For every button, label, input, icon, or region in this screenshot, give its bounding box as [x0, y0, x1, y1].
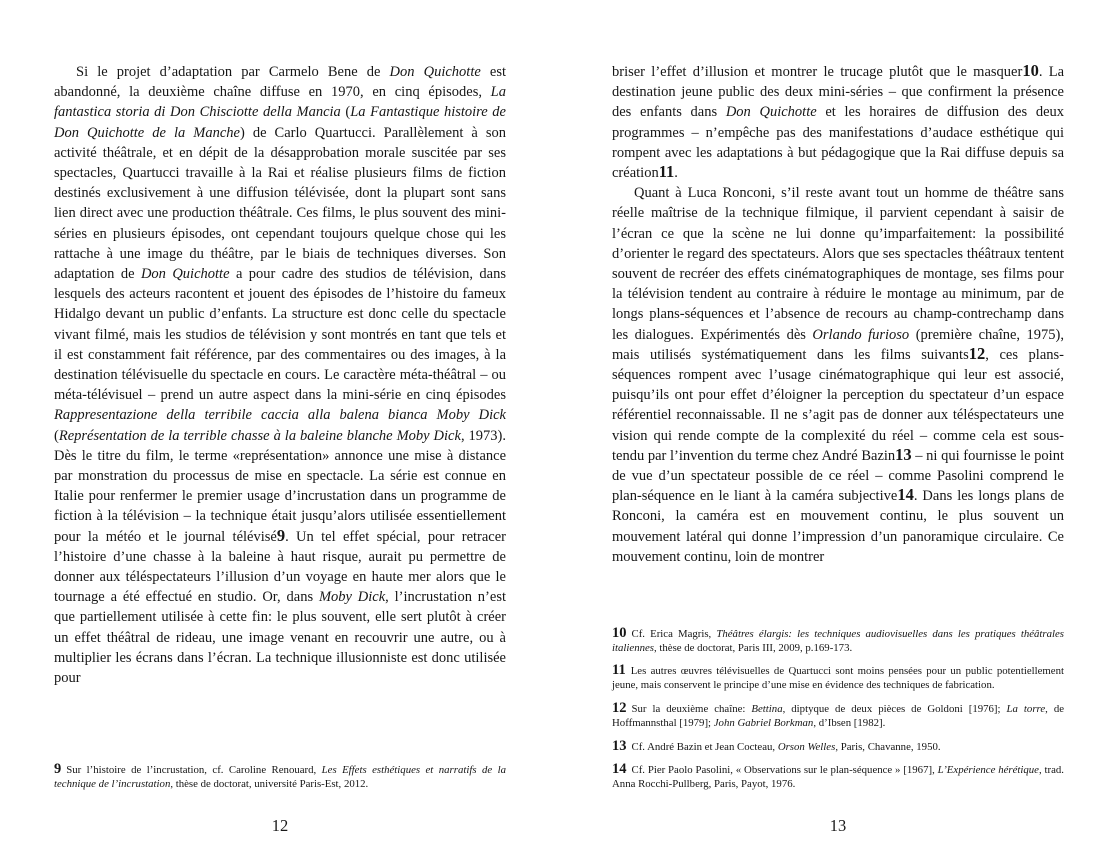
- footnote-number: 14: [612, 761, 627, 778]
- text-run: Cf. Erica Magris,: [631, 627, 717, 640]
- text-run: – ni qui fournisse le point de vue d’un spectateur possible de ce réel – comme Pasolini comprend le plan-séquence en le liant à la caméra subjective: [612, 447, 1064, 505]
- text-run: Cf. André Bazin et Jean Cocteau,: [631, 740, 778, 753]
- footnote-ref: 14: [897, 485, 914, 505]
- text-run: Sur la deuxième chaîne:: [631, 703, 752, 716]
- page-number: 12: [271, 816, 289, 835]
- text-run: , thèse de doctorat, Paris III, 2009, p.169-173.: [653, 641, 853, 654]
- text-run: Don Quichotte: [389, 64, 481, 80]
- text-run: . La destination jeune public des deux mini-séries – que confirment la présence des enfants dans: [612, 64, 1065, 121]
- text-run: Si le projet d’adaptation par Carmelo Bene de: [76, 64, 390, 80]
- text-run: Orson Welles: [777, 740, 836, 753]
- page-number: 13: [829, 816, 847, 835]
- text-run: , l’incrustation n’est que partiellement utilisée à cette fin: le plus souvent, elle sert plutôt à créer un effet théâtral de rideau, une image venant en recouvrir une autre, ou à multiplier les écrans dans l’écran. La technique illusionniste est donc utilisée pour: [54, 589, 506, 687]
- footnote: [612, 626, 1064, 656]
- text-run: (: [340, 104, 351, 121]
- text-run: , Paris, Chavanne, 1950.: [835, 740, 941, 753]
- text-run: Moby Dick: [318, 589, 386, 606]
- text-run: (première chaîne, 1975), mais utilisés systématiquement dans les films suivants: [612, 326, 1064, 363]
- footnotes: [54, 754, 506, 792]
- text-run: Les autres œuvres télévisuelles de Quartucci sont moins pensées pour un public potentiellement jeune, mais conservent le principe d’une mise en évidence des techniques de fabrication.: [612, 665, 1064, 692]
- text-run: , thèse de doctorat, université Paris-Est, 2012.: [170, 778, 369, 791]
- paragraph: [54, 62, 506, 688]
- footnote-ref: 9: [276, 525, 286, 545]
- footnote: [612, 762, 1064, 792]
- text-run: Théâtres élargis: les techniques audiovisuelles dans les pratiques théâtrales italiennes: [612, 627, 1065, 654]
- footnote-ref: 13: [895, 444, 912, 464]
- left-page: [54, 0, 506, 858]
- text-run: , diptyque de deux pièces de Goldoni [1976];: [782, 703, 1007, 716]
- text-run: , de Hoffmannsthal [1979];: [612, 703, 1065, 729]
- text-run: . Dans les longs plans de Ronconi, la caméra est en mouvement continu, le plus souvent un mouvement latéral qui donne l’impression d’un panoramique circulaire. Ce mouvement continu, loin de montrer: [612, 488, 1065, 565]
- text-run: Représentation de la terrible chasse à la baleine blanche Moby Dick: [58, 427, 461, 444]
- text-run: John Gabriel Borkman: [713, 716, 814, 729]
- page-body: [612, 62, 1064, 567]
- footnote-ref: 11: [658, 162, 675, 182]
- footnote-ref: 10: [1022, 61, 1039, 80]
- footnote-number: 10: [612, 624, 627, 641]
- text-run: Bettina: [751, 703, 783, 716]
- footnote-number: 11: [612, 662, 626, 679]
- text-run: ) de Carlo Quartucci. Parallèlement à son activité théâtrale, et en dépit de la désapprobation morale suscitée par ses spectacles, Quartucci travaille à la Rai et réalise plusieurs films de fiction destinés exclusivement à une diffusion télévisée, dont la plupart sont sans lien direct avec une production théâtrale. Ces films, le plus souvent des mini-séries en plusieurs épisodes, ont cependant toujours quelque chose qui les rattache à une image du théâtre, par le biais de techniques diverses. Son adaptation de: [54, 124, 506, 283]
- footnote-number: 12: [612, 700, 627, 717]
- text-run: Orlando furioso: [812, 326, 910, 343]
- text-run: La fantastica storia di Don Chisciotte della Mancia: [54, 84, 506, 121]
- footnote: [54, 762, 506, 792]
- text-run: Don Quichotte: [140, 266, 230, 283]
- text-run: , d’Ibsen [1982].: [813, 716, 886, 729]
- text-run: et les horaires de diffusion des deux programmes – n’empêche pas des manifestations d’audace esthétique qui rompent avec les adaptations à but pédagogique que la Rai diffuse depuis sa création: [612, 104, 1065, 182]
- footnote-ref: 12: [968, 343, 986, 363]
- text-run: Les Effets esthétiques et narratifs de la technique de l’incrustation: [54, 764, 506, 791]
- text-run: Don Quichotte: [725, 104, 817, 121]
- paragraph: [612, 62, 1064, 183]
- text-run: . Un tel effet spécial, pour retracer l’histoire d’une chasse à la baleine à haut risque, aurait pu permettre de donner aux téléspectateurs l’illusion d’un voyage en haute mer alors que le tournage a été effectué en studio. Or, dans: [54, 528, 506, 606]
- text-run: Quant à Luca Ronconi, s’il reste avant tout un homme de théâtre sans réelle maîtrise de la technique filmique, il parvient cependant à saisir de l’écran ce que la scène ne lui donne qu’imparfaitement: la possibilité d’orienter le regard des spectateurs. Alors que ses spectacles théâtraux tentent souvent de recréer des effets cinématographiques de montage, ses films pour la télévision tendent au contraire à réduire le montage au minimum, par de longs plans-séquences et l’absence de recours au champ-contrechamp dans les dialogues. Expérimentés dès: [612, 185, 1064, 343]
- text-run: a pour cadre des studios de télévision, dans lesquels des acteurs racontent et jouent des épisodes de l’histoire du fameux Hidalgo devant un public d’enfants. La structure est donc celle du spectacle vivant filmé, mais les studios de télévision y sont montrés en tant que tels et il est constamment fait référence, par des commentaires ou des images, à la destination télévisuelle du spectacle en cours. Le caractère méta-théâtral – ou méta-télévisuel – prend un autre aspect dans la mini-série en cinq épisodes: [54, 266, 506, 404]
- text-run: Rappresentazione della terribile caccia alla balena bianca Moby Dick: [54, 407, 506, 424]
- text-run: , 1973). Dès le titre du film, le terme «représentation» annonce une mise à distance par monstration du processus de mise en spectacle. La série est connue en Italie pour renfermer le premier usage d’incrustation dans un programme de fiction à la télévision – la technique était jusqu’alors utilisée essentiellement pour la météo et le journal télévisé: [54, 427, 506, 545]
- text-run: Sur l’histoire de l’incrustation, cf. Caroline Renouard,: [66, 764, 322, 777]
- footnote: [612, 739, 1064, 755]
- footnotes: [612, 618, 1064, 792]
- footnote: [612, 701, 1064, 731]
- footnote: [612, 663, 1064, 693]
- text-run: Cf. Pier Paolo Pasolini, « Observations sur le plan-séquence » [1967],: [631, 764, 938, 777]
- text-run: La Fantastique histoire de Don Quichotte de la Manche: [54, 104, 506, 141]
- page-body: [54, 62, 506, 688]
- right-page: [612, 0, 1064, 858]
- text-run: est abandonné, la deuxième chaîne diffuse en 1970, en cinq épisodes,: [54, 64, 506, 101]
- footnote-number: 9: [54, 761, 62, 778]
- footnote-number: 13: [612, 737, 627, 754]
- text-run: , trad. Anna Rocchi-Pullberg, Paris, Payot, 1976.: [612, 764, 1064, 791]
- paragraph: [612, 183, 1064, 567]
- text-run: La torre: [1006, 703, 1046, 716]
- text-run: (: [54, 427, 59, 444]
- text-run: L’Expérience hérétique: [937, 764, 1039, 777]
- text-run: briser l’effet d’illusion et montrer le trucage plutôt que le masquer: [612, 64, 1023, 80]
- text-run: .: [674, 165, 678, 182]
- text-run: , ces plans-séquences rompent avec l’usage cinématographique qui leur est associé, puisqu’ils ont pour effet d’éloigner la perception du spectateur d’un espace référentiel reconnaissable. Il ne s’agit pas de donner aux téléspectateurs une vision qui rende compte de la complexité du réel – comme cela est sous-tendu par l’invention du terme chez André Bazin: [612, 346, 1064, 464]
